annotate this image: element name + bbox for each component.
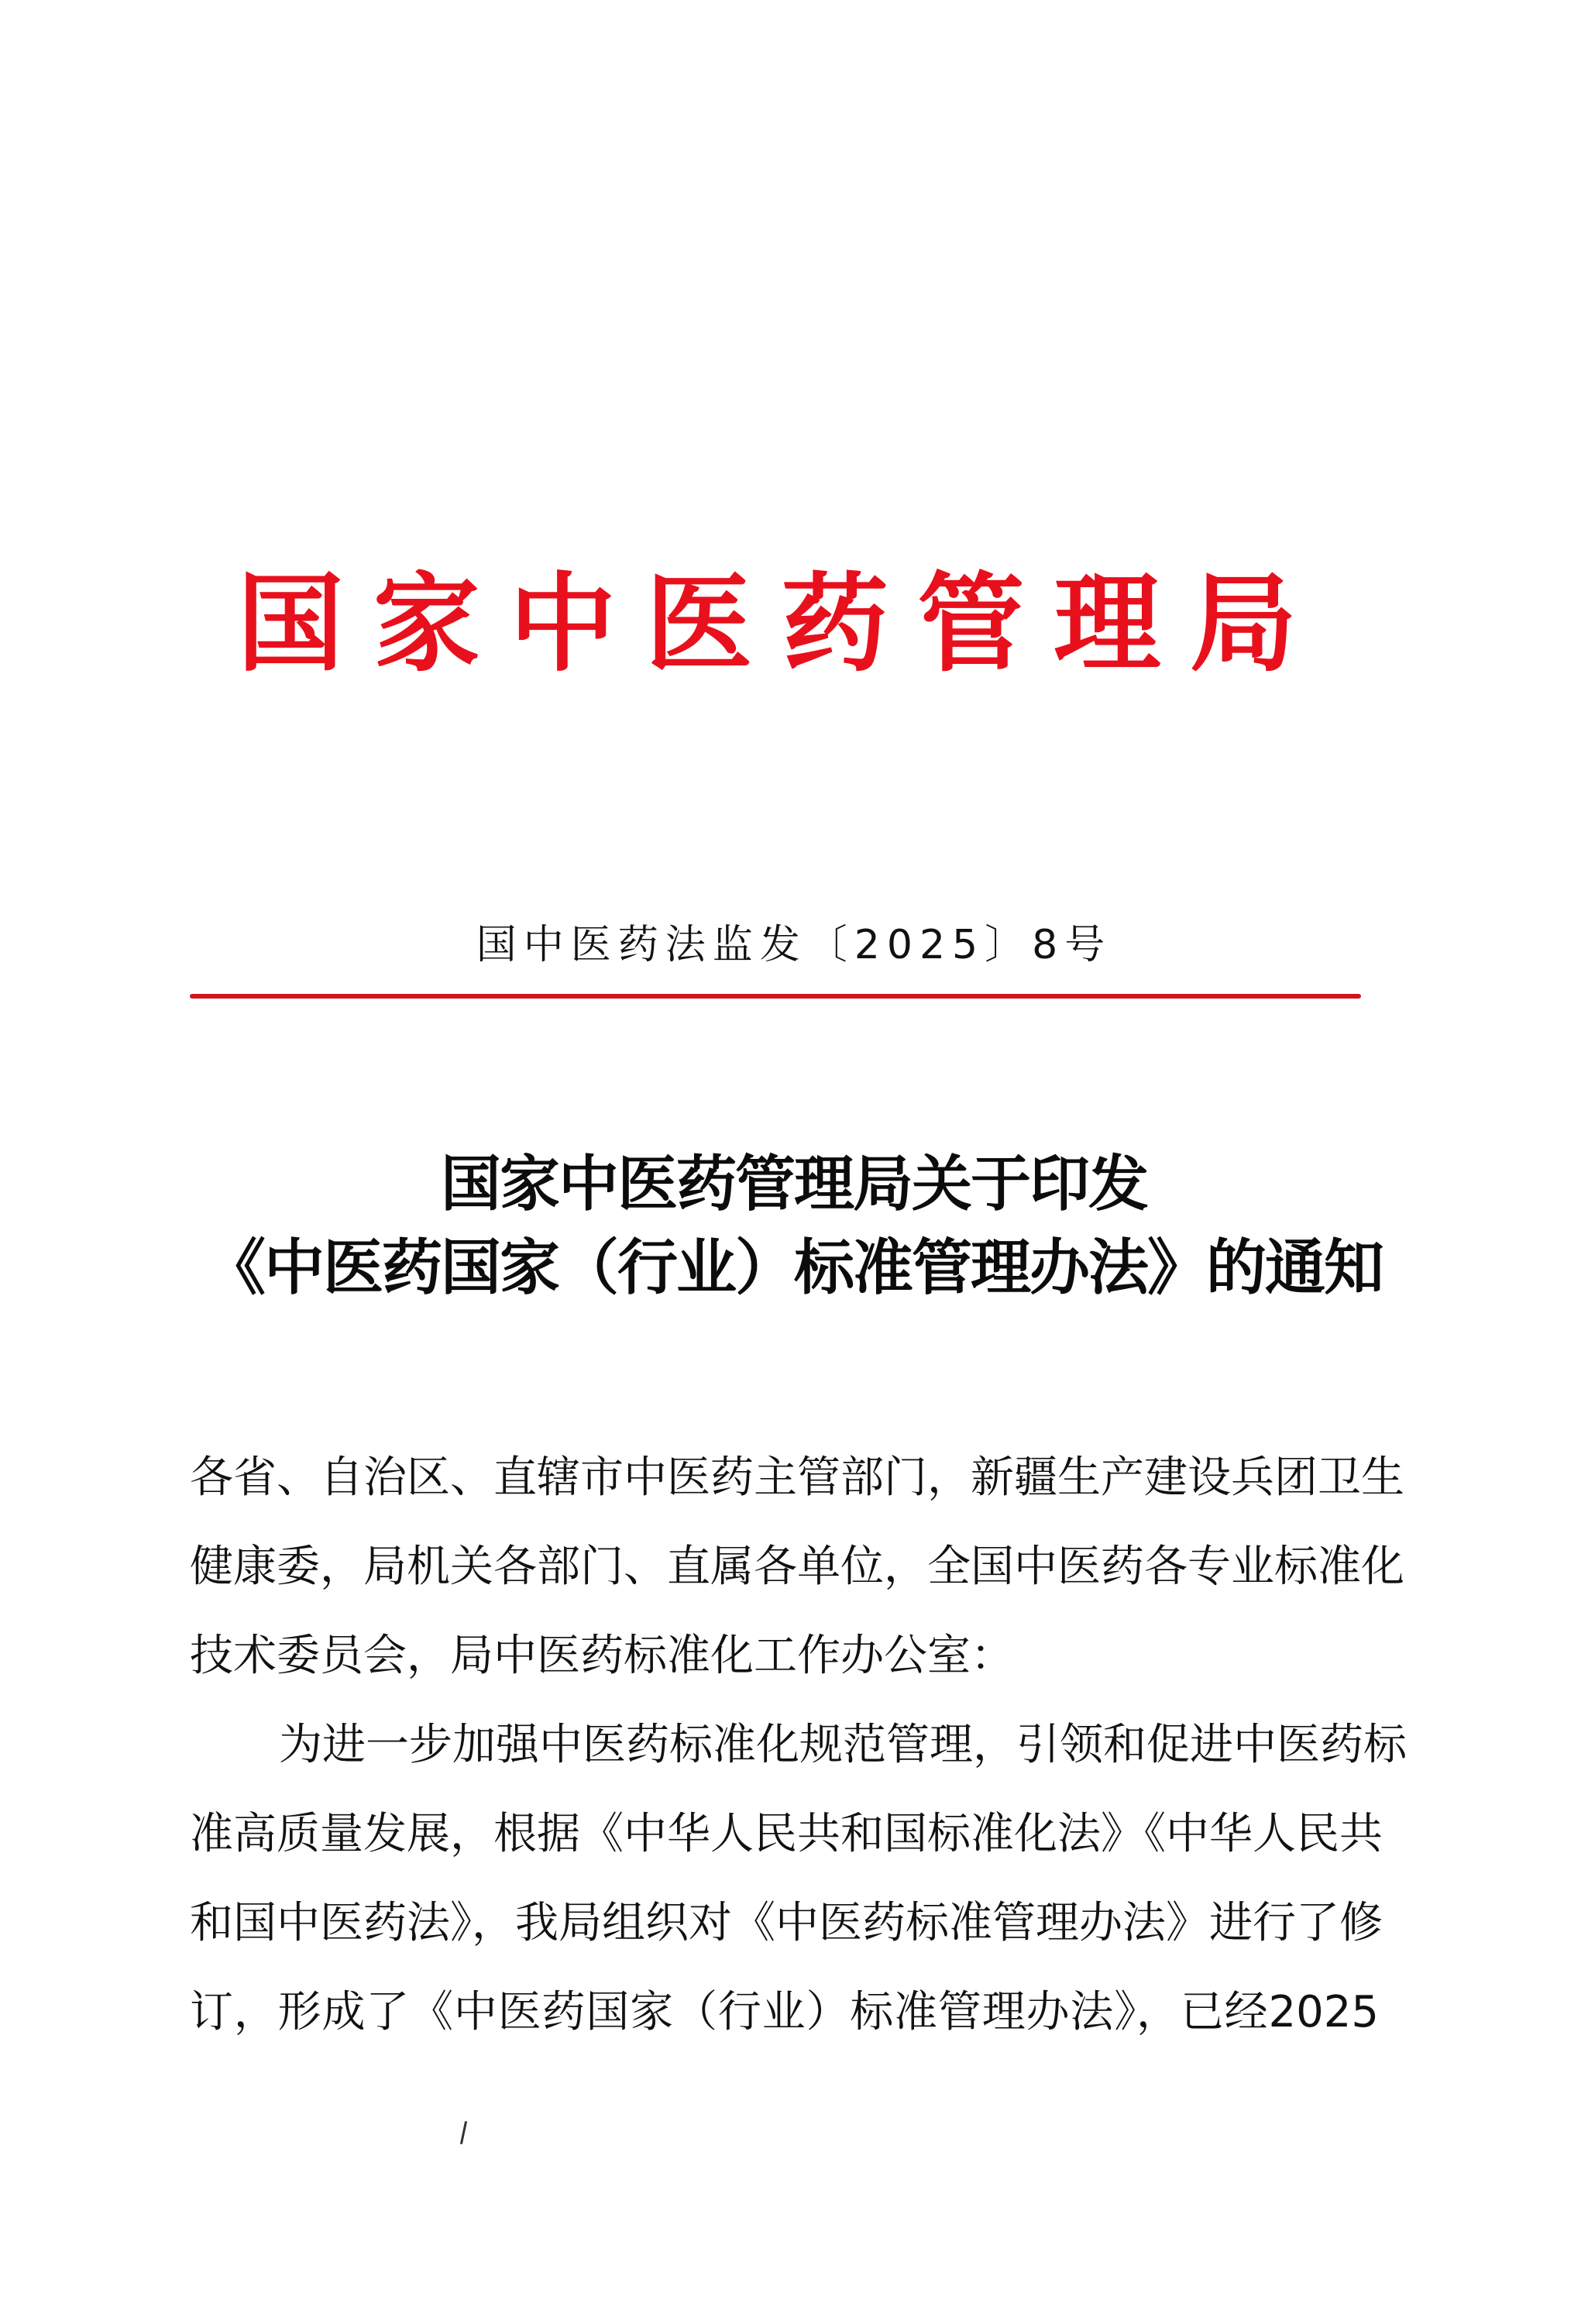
salutation-line: 健康委，局机关各部门、直属各单位，全国中医药各专业标准化 bbox=[190, 1542, 1404, 1592]
document-title-line-2: 《中医药国家（行业）标准管理办法》的通知 bbox=[205, 1233, 1383, 1303]
agency-header-char: 局 bbox=[1189, 560, 1297, 686]
document-number: 国中医药法监发〔2025〕8号 bbox=[476, 922, 1112, 968]
agency-header-char: 理 bbox=[1054, 560, 1161, 686]
paragraph-line: 准高质量发展，根据《中华人民共和国标准化法》《中华人民共 bbox=[190, 1809, 1383, 1859]
agency-header-char: 国 bbox=[236, 560, 344, 686]
document-title-line-1: 国家中医药管理局关于印发 bbox=[440, 1150, 1147, 1219]
paragraph-line: 订，形成了《中医药国家（行业）标准管理办法》，已经2025 bbox=[190, 1987, 1379, 2037]
salutation-line: 技术委员会，局中医药标准化工作办公室： bbox=[190, 1631, 1014, 1681]
red-separator-line bbox=[190, 994, 1361, 999]
document-body bbox=[190, 1433, 1407, 2057]
agency-header bbox=[232, 560, 1301, 686]
stray-pen-mark bbox=[460, 2121, 467, 2144]
agency-header-char: 家 bbox=[373, 560, 480, 686]
agency-header-char: 药 bbox=[781, 560, 889, 686]
paragraph-line: 为进一步加强中医药标准化规范管理，引领和促进中医药标 bbox=[279, 1720, 1407, 1770]
agency-header-char: 管 bbox=[917, 560, 1025, 686]
agency-header-char: 医 bbox=[645, 560, 753, 686]
salutation-line: 各省、自治区、直辖市中医药主管部门，新疆生产建设兵团卫生 bbox=[190, 1452, 1404, 1503]
paragraph-line: 和国中医药法》，我局组织对《中医药标准管理办法》进行了修 bbox=[190, 1898, 1383, 1948]
agency-header-char: 中 bbox=[509, 560, 617, 686]
document-title bbox=[0, 1143, 1588, 1310]
